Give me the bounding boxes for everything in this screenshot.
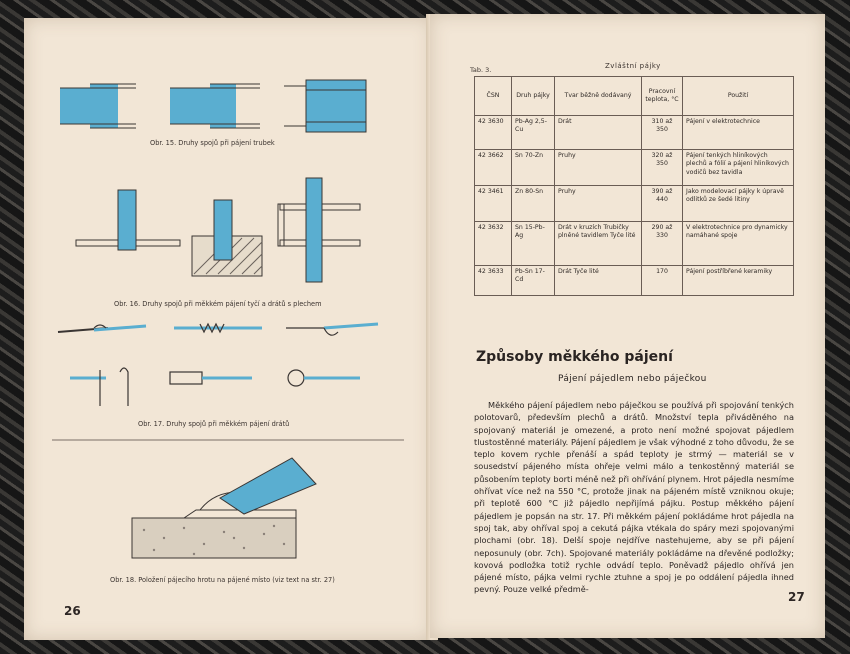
cell-tvar: Pruhy bbox=[555, 186, 642, 222]
cell-pouziti: V elektrotechnice pro dynamicky namáhané spoje bbox=[683, 222, 794, 266]
table-row bbox=[475, 116, 794, 150]
figure-15-caption: Obr. 15. Druhy spojů při pájení trubek bbox=[150, 139, 275, 147]
col-header-tvar: Tvar běžně dodávaný bbox=[555, 77, 642, 116]
body-paragraph: Měkkého pájení pájedlem nebo páječkou se používá při spojování tenkých polotovarů, především plechů a drátů. Množství tepla přiváděného na spojovaný materiál je omezené, a proto není možné spojovat pájedlem tlustostěnné materiály. Pájení pájedlem je však výhodné z toho důvodu, že se teplo kovem rychle přenáší a spád teploty je strmý — materiál se v sousedství pájeného místa ohřeje velmi málo a tenkostěnný materiál se působením teploty borti méně než při ohřívání plynem. Hrot pájedla nesmíme ohřívat více než na 550 °C, protože jinak na pájeném místě vzniknou okuje; při teplotě 600 °C již pájedlo nepřijímá pájku. Postup měkkého pájení pájedlem je popsán na str. 17. Při měkkém pájení pokládáme hrot pájedla na spoj tak, aby ohříval spoj a cekutá pájka vtékala do spáry mezi spojovanými plochami (obr. 18). Delší spoje nejdříve nastehujeme, aby se při pájení neposunuly (obr. 7ch). Spojované materiály pokládáme na dřevěné podložky; kovová podložka totiž rychle odvádí teplo. Poněvadž pájedlo ohřívá jen pájené místo, pájka velmi rychle ztuhne a spoj je po oddálení pájedla ihned pevný. Pouze velké předmě- bbox=[474, 400, 794, 595]
table-row bbox=[475, 266, 794, 296]
col-header-druh: Druh pájky bbox=[512, 77, 555, 116]
solder-table bbox=[474, 76, 794, 296]
col-header-csn: ČSN bbox=[475, 77, 512, 116]
cell-tvar: Drát bbox=[555, 116, 642, 150]
figure-18-caption: Obr. 18. Položení pájecího hrotu na pájené místo (viz text na str. 27) bbox=[110, 576, 335, 584]
cell-teplota: 390 až 440 bbox=[642, 186, 683, 222]
page-number-right: 27 bbox=[788, 590, 805, 604]
col-header-teplota: Pracovní teplota, °C bbox=[642, 77, 683, 116]
figure-18-soldering-tip bbox=[132, 458, 316, 558]
figure-17-caption: Obr. 17. Druhy spojů při měkkém pájení drátů bbox=[138, 420, 290, 428]
cell-druh: Pb-Sn 17-Cd bbox=[512, 266, 555, 296]
cell-csn: 42 3632 bbox=[475, 222, 512, 266]
right-page bbox=[430, 14, 825, 638]
cell-teplota: 320 až 350 bbox=[642, 150, 683, 186]
section-subheading: Pájení pájedlem nebo páječkou bbox=[558, 374, 707, 384]
cell-teplota: 290 až 330 bbox=[642, 222, 683, 266]
table-header-row bbox=[475, 77, 794, 116]
cell-csn: 42 3633 bbox=[475, 266, 512, 296]
table-title: Zvláštní pájky bbox=[605, 62, 661, 70]
cell-tvar: Drát v kruzích Trubičky plněné tavidlem Tyče lité bbox=[555, 222, 642, 266]
cell-druh: Sn 70-Zn bbox=[512, 150, 555, 186]
cell-csn: 42 3662 bbox=[475, 150, 512, 186]
cell-pouziti: Pájení v elektrotechnice bbox=[683, 116, 794, 150]
figures-illustration bbox=[24, 18, 432, 640]
cell-tvar: Drát Tyče lité bbox=[555, 266, 642, 296]
section-heading: Způsoby měkkého pájení bbox=[476, 349, 673, 365]
cell-pouziti: Jako modelovací pájky k úpravě odlitků ze šedé litiny bbox=[683, 186, 794, 222]
page-number-left: 26 bbox=[64, 604, 81, 618]
cell-teplota: 170 bbox=[642, 266, 683, 296]
col-header-pouziti: Použití bbox=[683, 77, 794, 116]
cell-teplota: 310 až 350 bbox=[642, 116, 683, 150]
cell-csn: 42 3630 bbox=[475, 116, 512, 150]
table-row bbox=[475, 150, 794, 186]
table-label: Tab. 3. bbox=[470, 66, 492, 74]
figure-15-tube-joints bbox=[60, 80, 366, 132]
table-row bbox=[475, 186, 794, 222]
table-row bbox=[475, 222, 794, 266]
cell-druh: Pb-Ag 2,5-Cu bbox=[512, 116, 555, 150]
cell-tvar: Pruhy bbox=[555, 150, 642, 186]
cell-druh: Sn 15-Pb-Ag bbox=[512, 222, 555, 266]
figure-17-wire-joints bbox=[58, 324, 378, 406]
cell-pouziti: Pájení postříbřené keramiky bbox=[683, 266, 794, 296]
figure-16-rod-joints bbox=[76, 178, 360, 282]
cell-druh: Zn 80-Sn bbox=[512, 186, 555, 222]
figure-16-caption: Obr. 16. Druhy spojů při měkkém pájení tyčí a drátů s plechem bbox=[114, 300, 322, 308]
cell-pouziti: Pájení tenkých hliníkových plechů a fólií a pájení hliníkových vodičů bez tavidla bbox=[683, 150, 794, 186]
left-page bbox=[24, 18, 432, 640]
body-text bbox=[474, 399, 794, 596]
cell-csn: 42 3461 bbox=[475, 186, 512, 222]
